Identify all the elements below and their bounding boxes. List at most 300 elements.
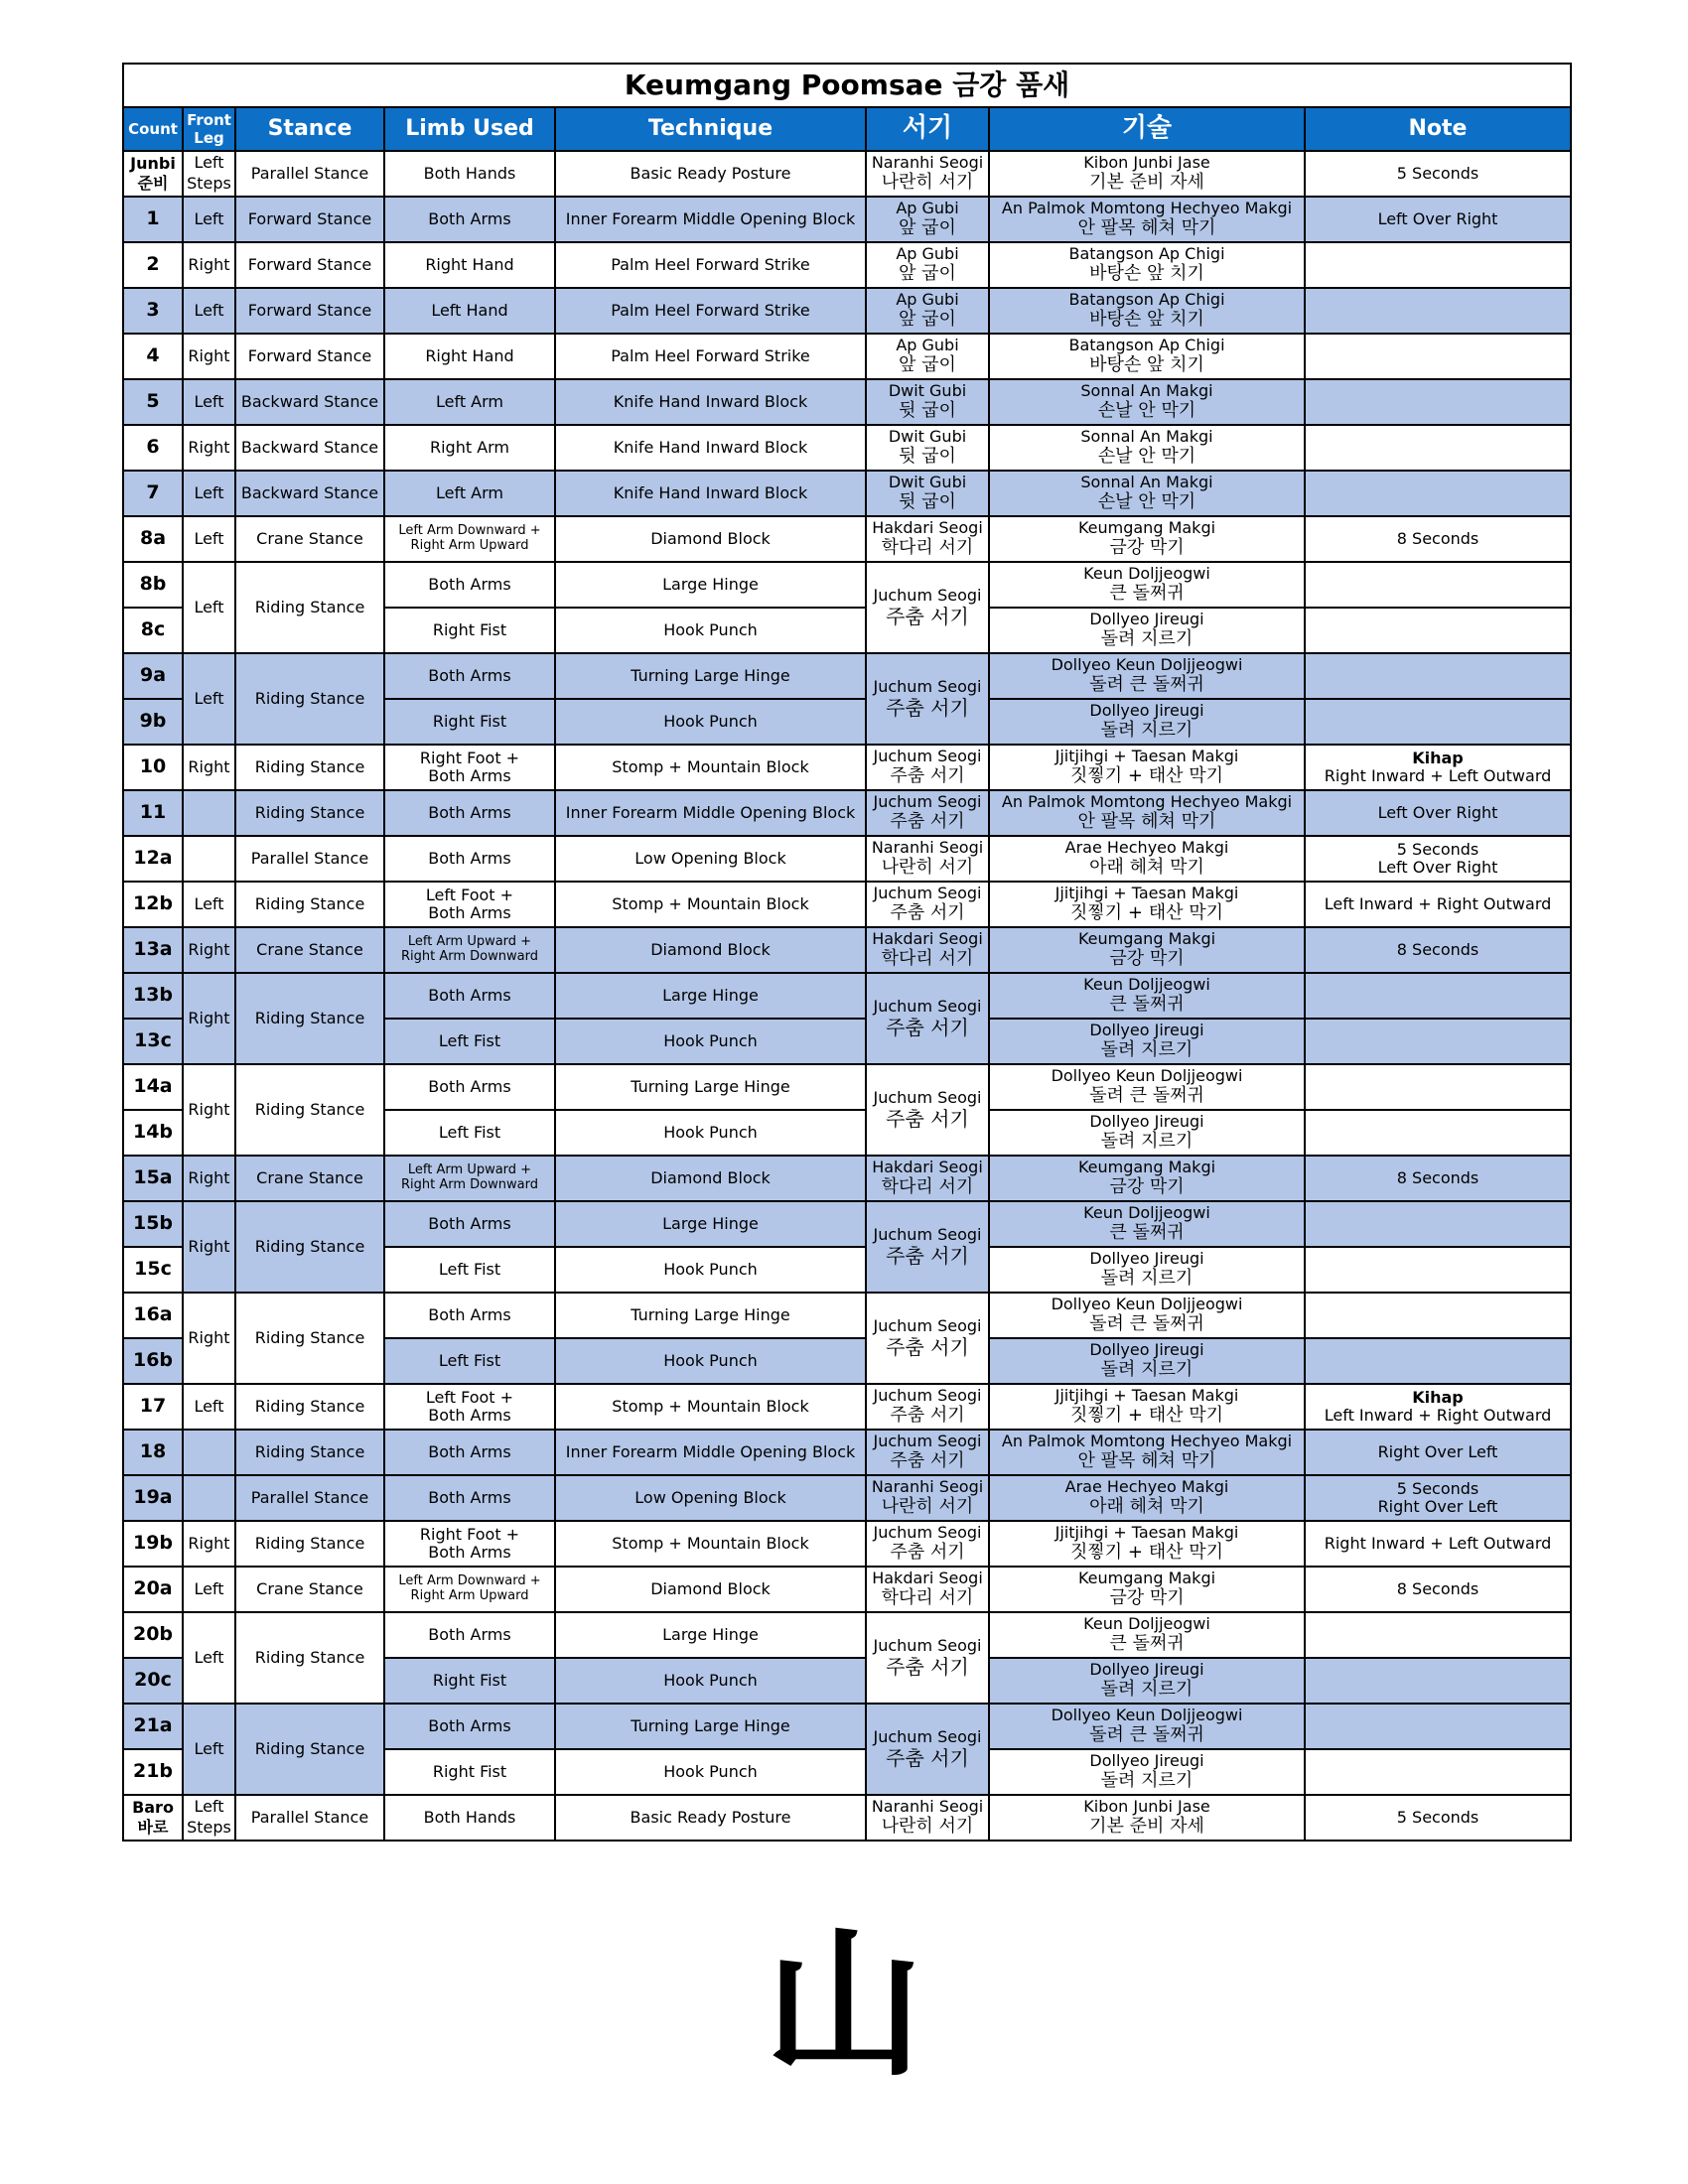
stance-cell: Riding Stance [235,1293,384,1384]
header-note: Note [1305,107,1571,151]
seogi-cell [866,242,989,288]
gisul-cell [989,745,1305,790]
table-row [123,1704,1571,1749]
limb-cell: Both Arms [384,1430,555,1475]
gisul-kr: 돌려 큰 돌쩌귀 [1089,673,1204,695]
note-cell [1305,288,1571,334]
count-cell: 8a [123,516,183,562]
front-leg-cell: Left [183,562,235,653]
gisul-kr: 손날 안 막기 [1097,399,1196,421]
seogi-cell [866,471,989,516]
seogi-kr: 학다리 서기 [881,947,974,969]
count-cell: 14b [123,1110,183,1156]
gisul-en: Dollyeo Jireugi [1089,1660,1204,1680]
count-cell: 11 [123,790,183,836]
note-cell [1305,608,1571,653]
seogi-kr: 주춤 서기 [890,1541,965,1563]
gisul-cell [989,608,1305,653]
front-leg-cell: Left [183,197,235,242]
gisul-cell [989,882,1305,927]
technique-cell: Diamond Block [555,1567,866,1612]
table-row [123,288,1571,334]
limb-cell: Both Arms [384,197,555,242]
gisul-en: Dollyeo Jireugi [1089,1249,1204,1269]
limb-cell: Left Foot + Both Arms [384,1384,555,1430]
seogi-en: Juchum Seogi [873,1636,982,1656]
header-technique: Technique [555,107,866,151]
gisul-cell [989,1430,1305,1475]
gisul-kr: 돌려 지르기 [1100,719,1194,741]
limb-cell: Both Hands [384,151,555,197]
gisul-en: Batangson Ap Chigi [1068,336,1225,355]
note-cell [1305,562,1571,608]
stance-cell: Riding Stance [235,790,384,836]
gisul-kr: 짓찧기 + 태산 막기 [1070,1404,1223,1426]
seogi-cell [866,1567,989,1612]
seogi-cell [866,288,989,334]
limb-cell: Left Arm Upward + Right Arm Downward [384,1156,555,1201]
technique-cell: Knife Hand Inward Block [555,425,866,471]
gisul-cell [989,516,1305,562]
table-row [123,334,1571,379]
gisul-cell [989,1384,1305,1430]
gisul-kr: 돌려 지르기 [1100,627,1194,649]
table-row [123,1475,1571,1521]
gisul-kr: 돌려 큰 돌쩌귀 [1089,1312,1204,1334]
note-cell [1305,1430,1571,1475]
gisul-cell [989,197,1305,242]
count-cell: 13a [123,927,183,973]
seogi-en: Juchum Seogi [873,1088,982,1108]
note-line-1: Right Inward + Left Outward [1324,1533,1552,1553]
limb-cell: Right Hand [384,334,555,379]
note-cell [1305,1704,1571,1749]
note-cell [1305,836,1571,882]
gisul-en: Dollyeo Keun Doljjeogwi [1051,655,1243,675]
note-cell [1305,1612,1571,1658]
stance-cell: Crane Stance [235,1156,384,1201]
gisul-kr: 손날 안 막기 [1097,445,1196,467]
count-cell [123,151,183,197]
technique-cell: Low Opening Block [555,836,866,882]
seogi-kr: 앞 굽이 [899,308,956,330]
gisul-cell [989,1521,1305,1567]
gisul-kr: 아래 헤쳐 막기 [1089,1495,1204,1517]
gisul-cell [989,1612,1305,1658]
technique-cell: Stomp + Mountain Block [555,882,866,927]
limb-cell: Both Arms [384,1475,555,1521]
gisul-cell [989,1704,1305,1749]
table-row [123,516,1571,562]
seogi-en: Juchum Seogi [873,677,982,697]
note-cell [1305,1338,1571,1384]
technique-cell: Knife Hand Inward Block [555,471,866,516]
note-cell [1305,1293,1571,1338]
seogi-en: Juchum Seogi [873,997,982,1017]
count-cell: 8c [123,608,183,653]
count-cell: 16a [123,1293,183,1338]
front-leg-cell: Left [183,1612,235,1704]
count-cell: 19b [123,1521,183,1567]
gisul-cell [989,1795,1305,1841]
front-leg-cell: Left [183,882,235,927]
seogi-en: Hakdari Seogi [872,1569,983,1588]
seogi-en: Naranhi Seogi [871,1797,984,1817]
seogi-kr: 뒷 굽이 [899,490,956,512]
table-row [123,425,1571,471]
gisul-en: Kibon Junbi Jase [1083,1797,1210,1817]
stance-cell: Riding Stance [235,745,384,790]
gisul-en: Dollyeo Keun Doljjeogwi [1051,1066,1243,1086]
seogi-en: Naranhi Seogi [871,1477,984,1497]
seogi-cell [866,1475,989,1521]
limb-cell: Both Arms [384,562,555,608]
gisul-en: Jjitjihgi + Taesan Makgi [1055,747,1239,766]
stance-cell: Riding Stance [235,1521,384,1567]
stance-cell: Forward Stance [235,242,384,288]
seogi-en: Juchum Seogi [873,586,982,606]
seogi-cell [866,927,989,973]
note-cell [1305,471,1571,516]
table-row [123,197,1571,242]
gisul-cell [989,562,1305,608]
technique-cell: Stomp + Mountain Block [555,1384,866,1430]
stance-cell: Parallel Stance [235,151,384,197]
table-row [123,1201,1571,1247]
count-cell: 18 [123,1430,183,1475]
gisul-kr: 돌려 지르기 [1100,1038,1194,1060]
stance-cell: Backward Stance [235,425,384,471]
technique-cell: Palm Heel Forward Strike [555,334,866,379]
table-row [123,1521,1571,1567]
limb-cell: Both Arms [384,1704,555,1749]
front-leg-cell: Right [183,1293,235,1384]
note-cell [1305,1247,1571,1293]
seogi-en: Juchum Seogi [873,1432,982,1451]
limb-cell: Both Arms [384,973,555,1019]
count-cell: 7 [123,471,183,516]
count-cell: 13b [123,973,183,1019]
stance-cell: Backward Stance [235,471,384,516]
seogi-en: Hakdari Seogi [872,518,983,538]
gisul-kr: 아래 헤쳐 막기 [1089,856,1204,878]
gisul-en: An Palmok Momtong Hechyeo Makgi [1001,792,1293,812]
note-cell [1305,425,1571,471]
gisul-en: An Palmok Momtong Hechyeo Makgi [1001,199,1293,218]
limb-cell: Left Fist [384,1247,555,1293]
count-cell: 20a [123,1567,183,1612]
technique-cell: Stomp + Mountain Block [555,745,866,790]
gisul-cell [989,653,1305,699]
gisul-en: Sonnal An Makgi [1080,427,1213,447]
count-cell: 15a [123,1156,183,1201]
table-row [123,1293,1571,1338]
poomsae-table [122,63,1572,1842]
table-row [123,836,1571,882]
count-cell: 20b [123,1612,183,1658]
gisul-kr: 바탕손 앞 치기 [1089,353,1204,375]
note-line-1: Left Over Right [1377,208,1498,228]
stance-cell: Crane Stance [235,1567,384,1612]
seogi-cell [866,1521,989,1567]
gisul-en: Keumgang Makgi [1077,518,1216,538]
count-cell: 16b [123,1338,183,1384]
count-cell: 19a [123,1475,183,1521]
note-cell [1305,379,1571,425]
seogi-kr: 학다리 서기 [881,536,974,558]
seogi-en: Juchum Seogi [873,1316,982,1336]
limb-cell: Right Foot + Both Arms [384,1521,555,1567]
count-cell: 3 [123,288,183,334]
gisul-kr: 금강 막기 [1109,536,1185,558]
technique-cell: Diamond Block [555,516,866,562]
gisul-cell [989,334,1305,379]
gisul-en: Batangson Ap Chigi [1068,244,1225,264]
technique-cell: Hook Punch [555,1338,866,1384]
note-cell [1305,1658,1571,1704]
note-line-1: 5 Seconds [1396,839,1479,859]
note-line-1: 8 Seconds [1396,939,1479,959]
gisul-kr: 기본 준비 자세 [1089,171,1204,193]
seogi-kr: 주춤 서기 [886,604,969,628]
count-cell: 8b [123,562,183,608]
limb-cell: Both Arms [384,1064,555,1110]
limb-cell: Right Fist [384,1658,555,1704]
gisul-kr: 큰 돌쩌귀 [1109,582,1185,604]
gisul-kr: 큰 돌쩌귀 [1109,993,1185,1015]
seogi-cell [866,562,989,653]
stance-cell: Riding Stance [235,1064,384,1156]
count-label-kr: 준비 [137,174,169,193]
seogi-cell [866,1201,989,1293]
stance-cell: Crane Stance [235,927,384,973]
note-cell [1305,745,1571,790]
seogi-en: Ap Gubi [896,336,959,355]
note-cell [1305,1567,1571,1612]
stance-cell: Riding Stance [235,1384,384,1430]
front-leg-cell: Right [183,1201,235,1293]
note-cell [1305,1201,1571,1247]
count-cell: 2 [123,242,183,288]
note-line-1: Kihap [1412,748,1464,767]
front-leg-cell: Right [183,1521,235,1567]
seogi-en: Dwit Gubi [888,381,967,401]
header-stance: Stance [235,107,384,151]
gisul-cell [989,1110,1305,1156]
technique-cell: Large Hinge [555,973,866,1019]
gisul-kr: 큰 돌쩌귀 [1109,1632,1185,1654]
front-leg-cell: Left [183,653,235,745]
count-cell: 9b [123,699,183,745]
note-cell [1305,1064,1571,1110]
seogi-cell [866,836,989,882]
seogi-kr: 앞 굽이 [899,262,956,284]
count-cell: 10 [123,745,183,790]
gisul-en: Sonnal An Makgi [1080,381,1213,401]
table-row [123,882,1571,927]
limb-cell: Both Arms [384,1201,555,1247]
count-cell: 5 [123,379,183,425]
seogi-cell [866,151,989,197]
note-cell [1305,516,1571,562]
gisul-kr: 금강 막기 [1109,1175,1185,1197]
note-line-1: 8 Seconds [1396,1578,1479,1598]
gisul-cell [989,973,1305,1019]
table-row [123,1156,1571,1201]
count-cell: 6 [123,425,183,471]
note-cell [1305,1521,1571,1567]
seogi-cell [866,882,989,927]
count-cell: 15c [123,1247,183,1293]
count-cell: 20c [123,1658,183,1704]
count-cell: 21b [123,1749,183,1795]
seogi-kr: 나란히 서기 [881,1495,974,1517]
note-line-1: Right Over Left [1377,1441,1498,1461]
gisul-kr: 짓찧기 + 태산 막기 [1070,1541,1223,1563]
stance-cell: Parallel Stance [235,1795,384,1841]
count-cell: 21a [123,1704,183,1749]
seogi-en: Hakdari Seogi [872,1158,983,1177]
gisul-cell [989,1019,1305,1064]
note-line-1: 5 Seconds [1396,1478,1479,1498]
header-front-leg: Front Leg [183,107,235,151]
seogi-en: Juchum Seogi [873,1523,982,1543]
gisul-cell [989,1156,1305,1201]
mountain-character: 山 [764,1912,923,2098]
gisul-cell [989,927,1305,973]
gisul-cell [989,1658,1305,1704]
gisul-cell [989,699,1305,745]
seogi-en: Dwit Gubi [888,427,967,447]
table-row [123,653,1571,699]
gisul-cell [989,1338,1305,1384]
technique-cell: Basic Ready Posture [555,151,866,197]
seogi-kr: 주춤 서기 [886,1654,969,1679]
count-cell: 15b [123,1201,183,1247]
limb-cell: Left Fist [384,1019,555,1064]
gisul-en: An Palmok Momtong Hechyeo Makgi [1001,1432,1293,1451]
gisul-en: Dollyeo Jireugi [1089,701,1204,721]
gisul-kr: 안 팔목 헤쳐 막기 [1077,1449,1216,1471]
seogi-cell [866,790,989,836]
note-line-1: Left Over Right [1377,802,1498,822]
table-row [123,242,1571,288]
front-leg-cell: Right [183,745,235,790]
limb-cell: Both Hands [384,1795,555,1841]
stance-cell: Forward Stance [235,197,384,242]
seogi-kr: 나란히 서기 [881,1815,974,1837]
front-leg-cell: Left Steps [183,1795,235,1841]
stance-cell: Parallel Stance [235,836,384,882]
gisul-cell [989,1247,1305,1293]
technique-cell: Hook Punch [555,1019,866,1064]
seogi-kr: 앞 굽이 [899,216,956,238]
seogi-en: Juchum Seogi [873,1727,982,1747]
gisul-en: Keun Doljjeogwi [1083,1614,1210,1634]
limb-cell: Left Arm [384,471,555,516]
table-row [123,379,1571,425]
table-row [123,151,1571,197]
technique-cell: Hook Punch [555,1658,866,1704]
gisul-kr: 안 팔목 헤쳐 막기 [1077,216,1216,238]
count-label-en: Baro [132,1798,174,1817]
gisul-cell [989,425,1305,471]
seogi-en: Juchum Seogi [873,884,982,903]
gisul-cell [989,151,1305,197]
seogi-cell [866,379,989,425]
limb-cell: Left Foot + Both Arms [384,882,555,927]
count-label-kr: 바로 [137,1818,169,1837]
technique-cell: Large Hinge [555,1612,866,1658]
technique-cell: Hook Punch [555,1110,866,1156]
gisul-en: Sonnal An Makgi [1080,473,1213,492]
seogi-kr: 뒷 굽이 [899,399,956,421]
note-cell [1305,1110,1571,1156]
table-row [123,562,1571,608]
table-row [123,1795,1571,1841]
gisul-en: Dollyeo Jireugi [1089,1021,1204,1040]
limb-cell: Left Fist [384,1338,555,1384]
table-row [123,1612,1571,1658]
count-cell: 14a [123,1064,183,1110]
seogi-en: Juchum Seogi [873,747,982,766]
limb-cell: Both Arms [384,1612,555,1658]
stance-cell: Riding Stance [235,973,384,1064]
seogi-kr: 나란히 서기 [881,856,974,878]
note-cell [1305,334,1571,379]
front-leg-cell: Left [183,1567,235,1612]
gisul-cell [989,836,1305,882]
count-cell: 4 [123,334,183,379]
stance-cell: Riding Stance [235,1201,384,1293]
note-line-2: Left Inward + Right Outward [1324,1406,1552,1425]
note-line-1: 5 Seconds [1396,1807,1479,1827]
gisul-kr: 돌려 큰 돌쩌귀 [1089,1084,1204,1106]
note-cell [1305,242,1571,288]
seogi-kr: 뒷 굽이 [899,445,956,467]
gisul-kr: 돌려 지르기 [1100,1678,1194,1700]
note-cell [1305,699,1571,745]
seogi-kr: 주춤 서기 [886,1745,969,1770]
seogi-kr: 주춤 서기 [886,1334,969,1359]
gisul-en: Keumgang Makgi [1077,1569,1216,1588]
gisul-en: Dollyeo Jireugi [1089,1340,1204,1360]
seogi-kr: 주춤 서기 [890,764,965,786]
front-leg-cell: Right [183,927,235,973]
stance-cell: Riding Stance [235,653,384,745]
limb-cell: Right Foot + Both Arms [384,745,555,790]
table-row [123,1064,1571,1110]
gisul-kr: 바탕손 앞 치기 [1089,308,1204,330]
seogi-kr: 주춤 서기 [886,1243,969,1268]
limb-cell: Left Arm Downward + Right Arm Upward [384,1567,555,1612]
gisul-en: Arae Hechyeo Makgi [1064,1477,1229,1497]
gisul-cell [989,1293,1305,1338]
technique-cell: Palm Heel Forward Strike [555,288,866,334]
technique-cell: Inner Forearm Middle Opening Block [555,790,866,836]
stance-cell: Parallel Stance [235,1475,384,1521]
note-line-1: 8 Seconds [1396,528,1479,548]
technique-cell: Hook Punch [555,1749,866,1795]
technique-cell: Hook Punch [555,699,866,745]
limb-cell: Both Arms [384,836,555,882]
technique-cell: Turning Large Hinge [555,653,866,699]
count-cell: 13c [123,1019,183,1064]
seogi-en: Naranhi Seogi [871,153,984,173]
count-cell: 12a [123,836,183,882]
front-leg-cell: Left [183,379,235,425]
seogi-cell [866,1704,989,1795]
